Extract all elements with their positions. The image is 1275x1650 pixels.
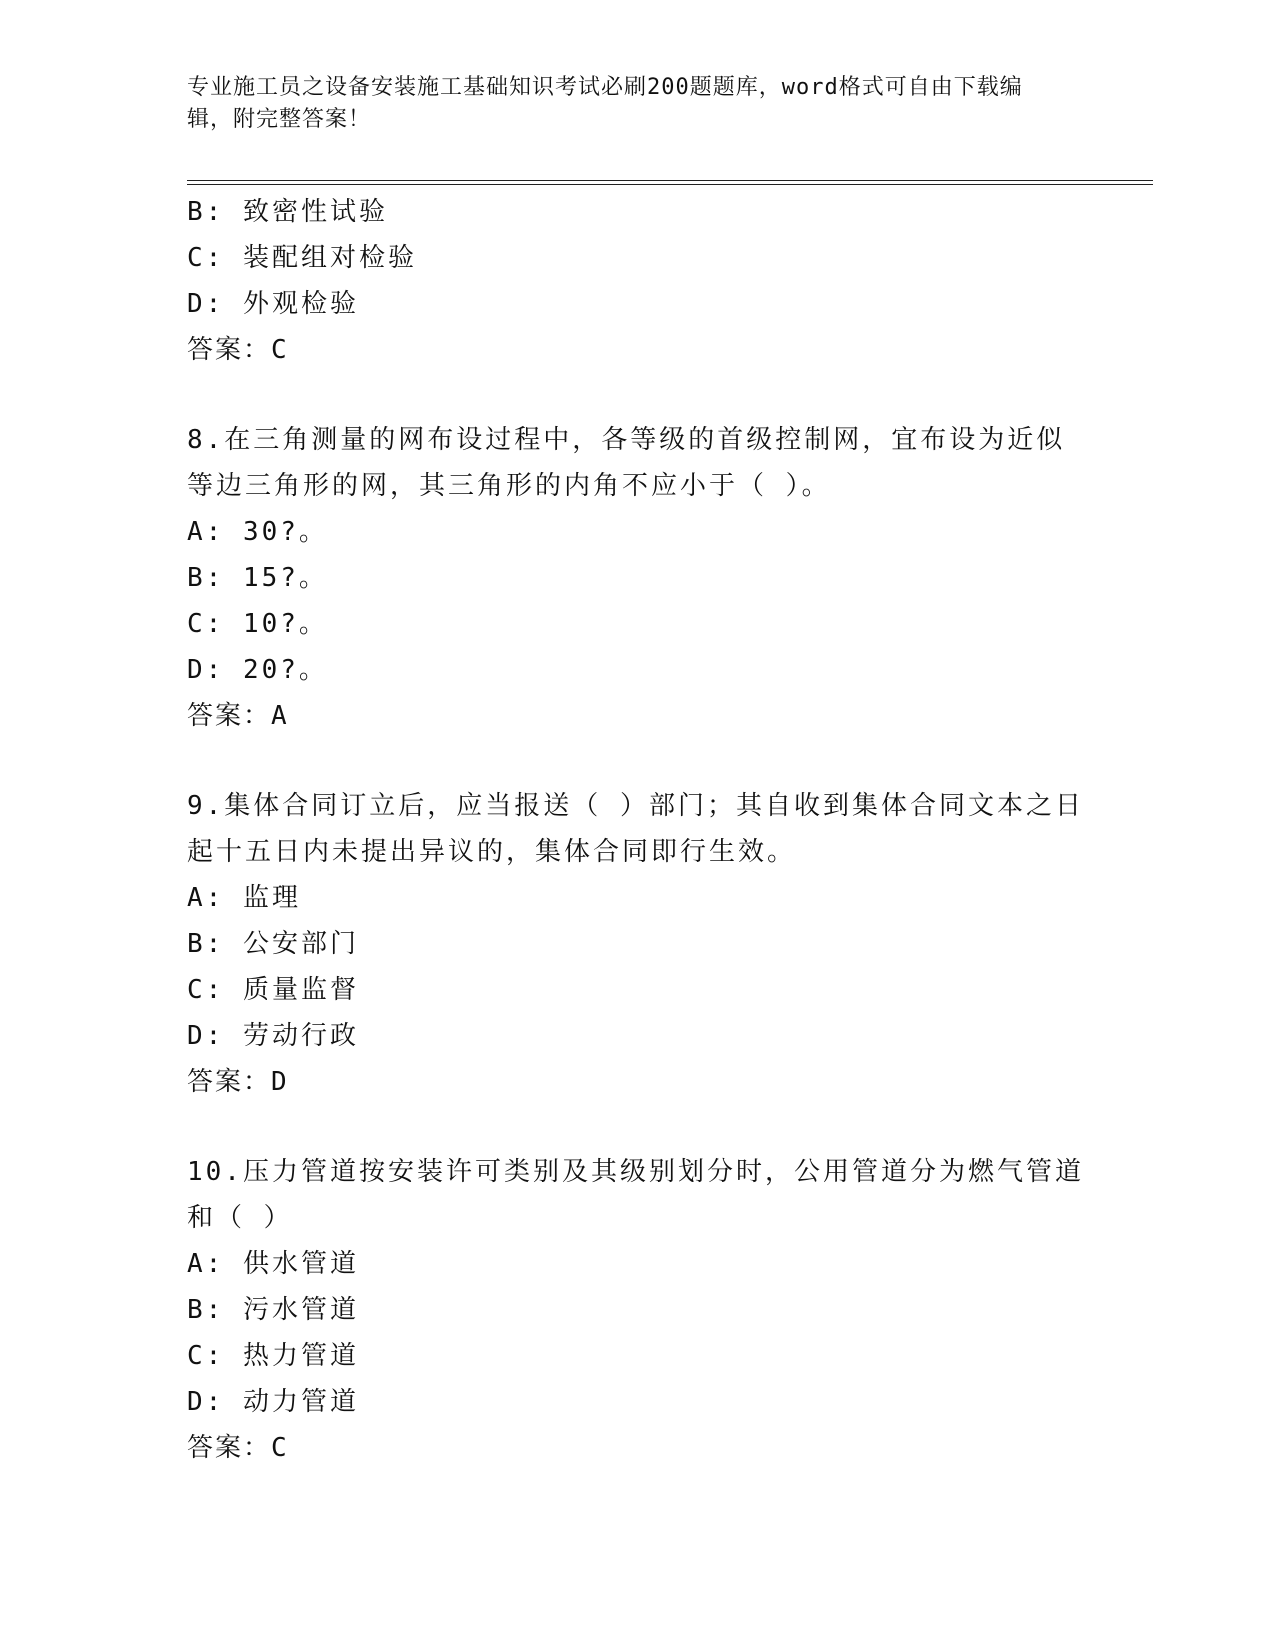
option-c: C: 热力管道 xyxy=(187,1341,359,1371)
question-block-7 xyxy=(187,189,1147,373)
option-b: B: 公安部门 xyxy=(187,929,359,959)
option-d: D: 外观检验 xyxy=(187,289,359,319)
document-page xyxy=(187,72,1147,1471)
option-d: D: 劳动行政 xyxy=(187,1021,359,1051)
header-divider xyxy=(187,180,1153,185)
option-d: D: 动力管道 xyxy=(187,1387,359,1417)
option-c: C: 质量监督 xyxy=(187,975,359,1005)
answer: 答案：C xyxy=(187,1433,289,1463)
option-c: C: 10?。 xyxy=(187,609,328,639)
answer: 答案：C xyxy=(187,335,289,365)
option-d: D: 20?。 xyxy=(187,655,328,685)
answer: 答案：A xyxy=(187,701,289,731)
question-text: 10.压力管道按安装许可类别及其级别划分时，公用管道分为燃气管道和（ ） xyxy=(187,1157,1084,1233)
question-text: 9.集体合同订立后，应当报送（ ）部门；其自收到集体合同文本之日起十五日内未提出异议的，集体合同即行生效。 xyxy=(187,791,1084,867)
question-block-8 xyxy=(187,417,1147,739)
answer: 答案：D xyxy=(187,1067,289,1097)
option-a: A: 监理 xyxy=(187,883,301,913)
option-c: C: 装配组对检验 xyxy=(187,243,417,273)
option-a: A: 供水管道 xyxy=(187,1249,359,1279)
option-b: B: 污水管道 xyxy=(187,1295,359,1325)
document-header: 专业施工员之设备安装施工基础知识考试必刷200题题库，word格式可自由下载编辑，附完整答案！ xyxy=(187,75,1023,132)
option-a: A: 30?。 xyxy=(187,517,328,547)
option-b: B: 15?。 xyxy=(187,563,328,593)
question-block-9 xyxy=(187,783,1147,1105)
option-b: B: 致密性试验 xyxy=(187,197,388,227)
question-text: 8.在三角测量的网布设过程中，各等级的首级控制网，宜布设为近似等边三角形的网，其三角形的内角不应小于（ ）。 xyxy=(187,425,1066,501)
question-block-10 xyxy=(187,1149,1147,1471)
